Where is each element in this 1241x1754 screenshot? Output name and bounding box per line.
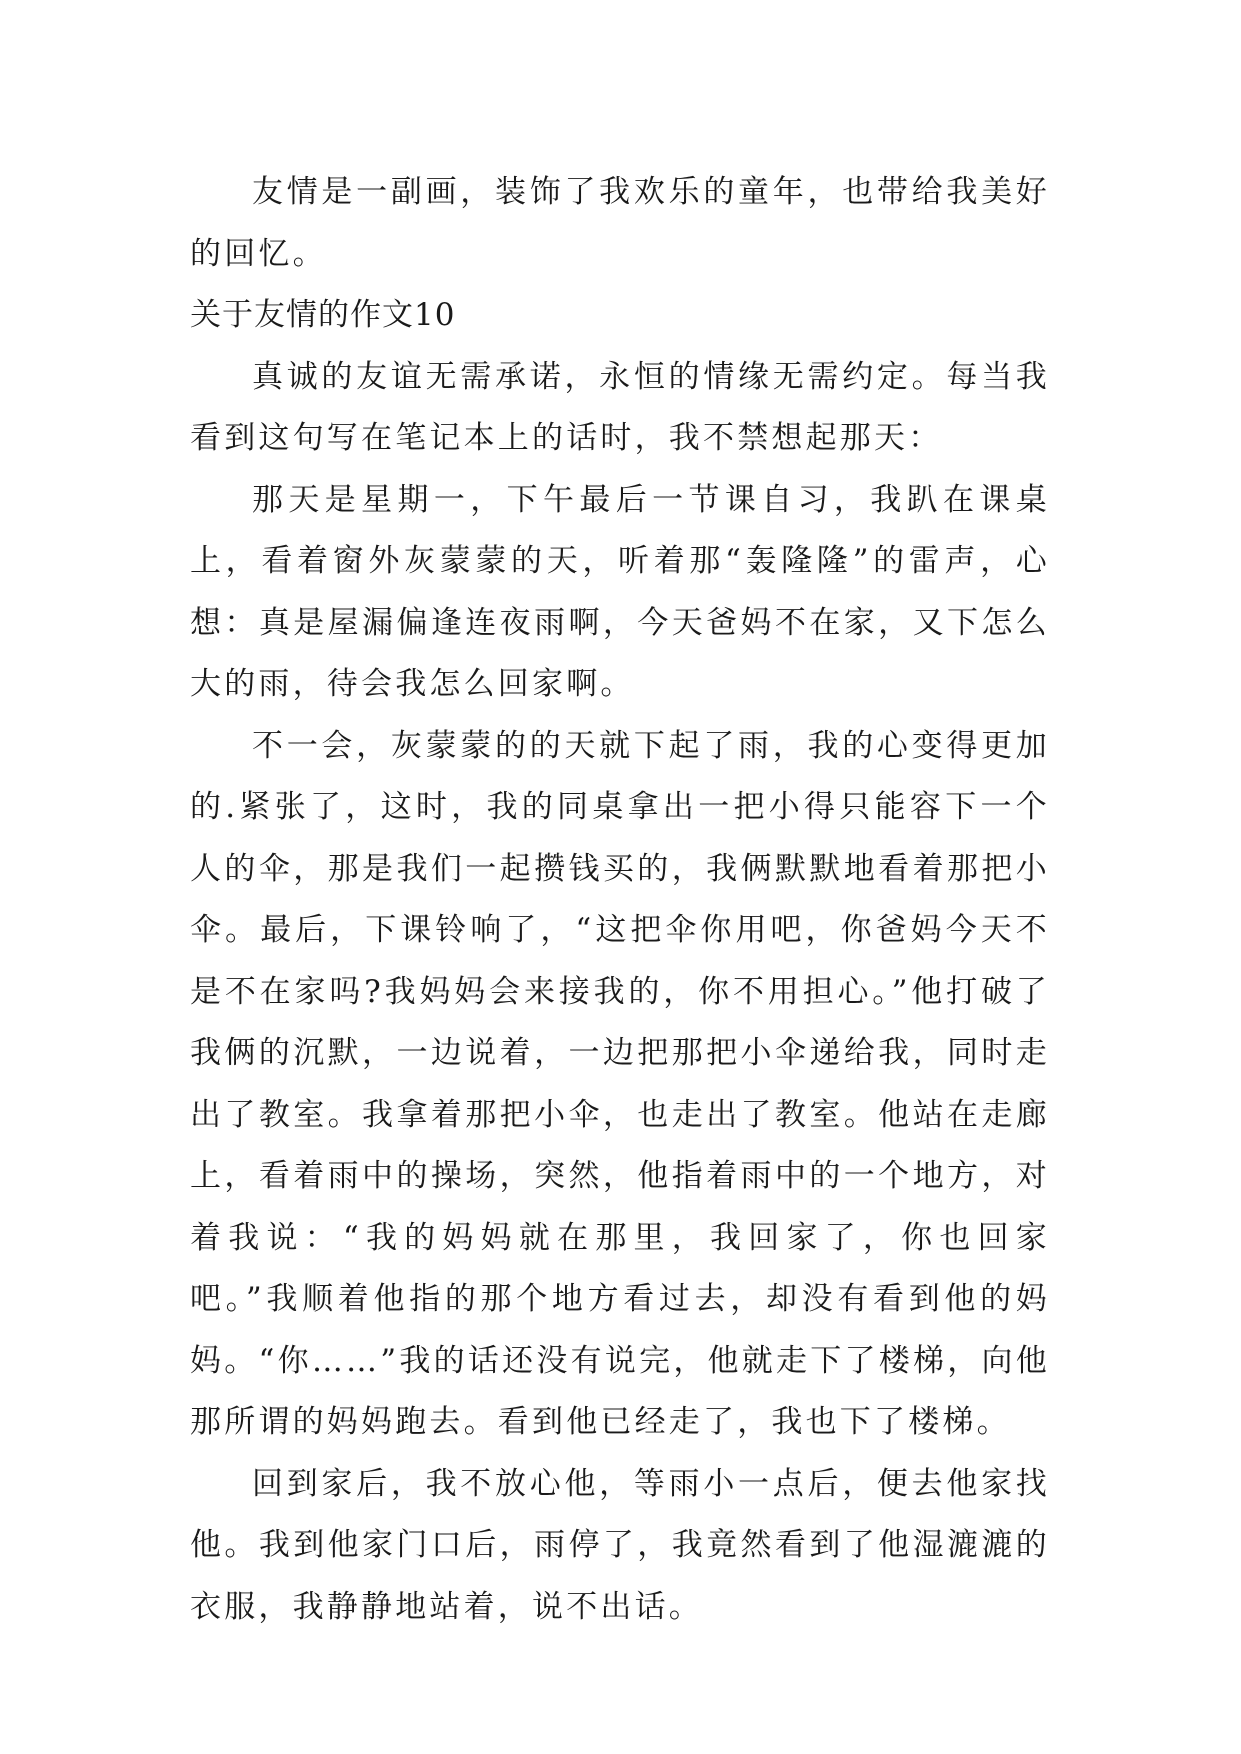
paragraph-monday: 那天是星期一，下午最后一节课自习，我趴在课桌上，看着窗外灰蒙蒙的天，听着那“轰隆隆”的雷声，心想：真是屋漏偏逢连夜雨啊，今天爸妈不在家，又下怎么大的雨，待会我怎么回家啊。 (190, 481, 1050, 702)
paragraph-friendship-painting: 友情是一副画，装饰了我欢乐的童年，也带给我美好的回忆。 (190, 174, 1050, 272)
paragraph-intro: 真诚的友谊无需承诺，永恒的情缘无需约定。每当我看到这句写在笔记本上的话时，我不禁想起那天： (190, 358, 1050, 456)
essay-heading: 关于友情的作文10 (190, 297, 456, 333)
document-body (190, 162, 1050, 1638)
paragraph-umbrella: 不一会，灰蒙蒙的的天就下起了雨，我的心变得更加的.紧张了，这时，我的同桌拿出一把小得只能容下一个人的伞，那是我们一起攒钱买的，我俩默默地看着那把小伞。最后，下课铃响了，“这把伞你用吧，你爸妈今天不是不在家吗?我妈妈会来接我的，你不用担心。”他打破了我俩的沉默，一边说着，一边把那把小伞递给我，同时走出了教室。我拿着那把小伞，也走出了教室。他站在走廊上，看着雨中的操场，突然，他指着雨中的一个地方，对着我说：“我的妈妈就在那里，我回家了，你也回家吧。”我顺着他指的那个地方看过去，却没有看到他的妈妈。“你……”我的话还没有说完，他就走下了楼梯，向他那所谓的妈妈跑去。看到他已经走了，我也下了楼梯。 (190, 727, 1050, 1440)
paragraph-home: 回到家后，我不放心他，等雨小一点后，便去他家找他。我到他家门口后，雨停了，我竟然看到了他湿漉漉的衣服，我静静地站着，说不出话。 (190, 1465, 1050, 1625)
